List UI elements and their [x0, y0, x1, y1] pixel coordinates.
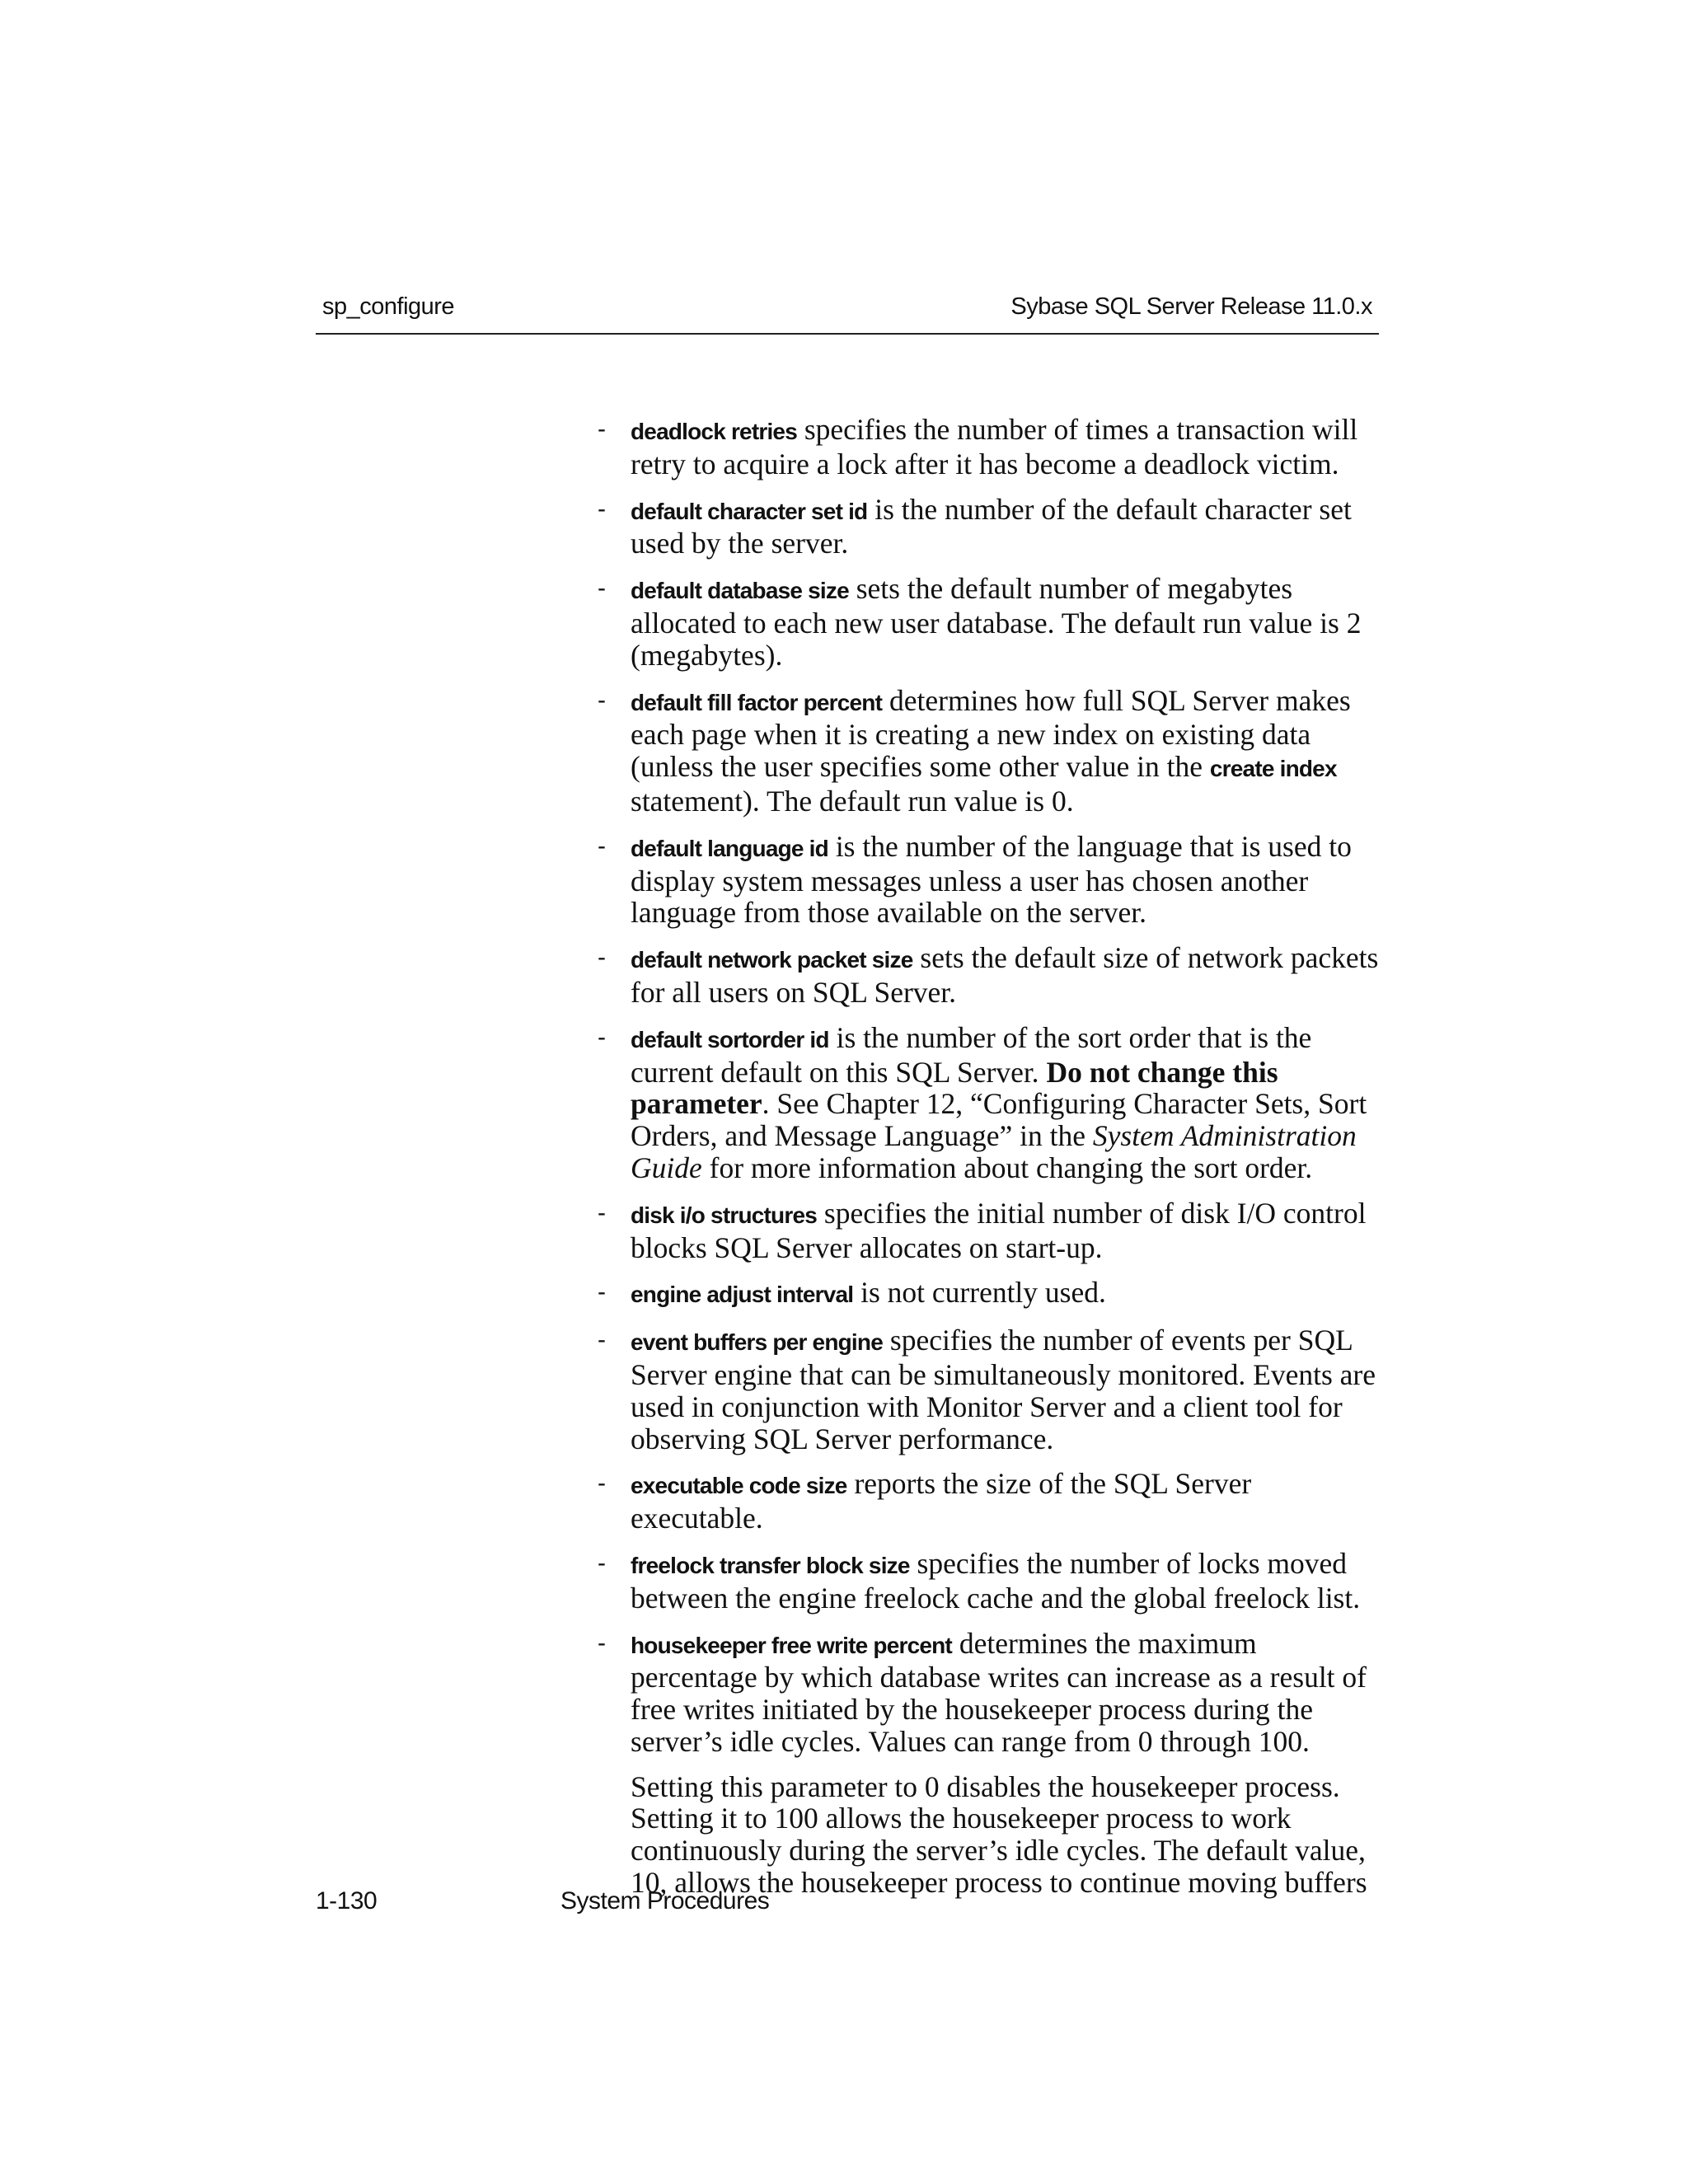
parameter-description: sets the default number of megabytes allocated to each new user database. The default run value is 2 (megabytes).	[631, 572, 1362, 672]
parameter-name: default sortorder id	[631, 1026, 829, 1052]
parameter-description-end: for more information about changing the sort order.	[701, 1151, 1313, 1184]
parameter-description: is the number of the default character set used by the server.	[631, 492, 1352, 560]
parameter-name: executable code size	[631, 1473, 847, 1499]
list-item	[598, 1548, 1385, 1615]
parameter-description-cont: statement). The default run value is 0.	[631, 784, 1074, 818]
footer-title: System Procedures	[560, 1887, 770, 1915]
list-item	[598, 1324, 1385, 1455]
list-item	[598, 1197, 1385, 1264]
list-dash: -	[598, 1629, 606, 1657]
parameter-description: specifies the initial number of disk I/O control blocks SQL Server allocates on start-up.	[631, 1196, 1367, 1264]
list-item	[598, 1628, 1385, 1758]
list-dash: -	[598, 494, 606, 523]
parameter-description: is the number of the sort order that is the current default on this SQL Server.	[631, 1020, 1312, 1089]
parameter-description: is the number of the language that is used to display system messages unless a user has chosen another language from those available on the server.	[631, 829, 1352, 930]
header-section-name: sp_configure	[322, 293, 455, 320]
list-item	[598, 685, 1385, 818]
parameter-name: default fill factor percent	[631, 689, 883, 715]
list-dash: -	[598, 686, 606, 714]
parameter-description-cont: . See Chapter 12, “Configuring Character Sets, Sort Orders, and Message Language” in the	[631, 1087, 1367, 1153]
parameter-name: event buffers per engine	[631, 1329, 883, 1356]
list-dash: -	[598, 1549, 606, 1577]
parameter-name: default network packet size	[631, 947, 913, 973]
page-number: 1-130	[316, 1887, 377, 1915]
list-item	[598, 1022, 1385, 1184]
list-dash: -	[598, 1198, 606, 1226]
inline-code: create index	[1209, 756, 1337, 782]
list-dash: -	[598, 1023, 606, 1051]
page-header	[316, 287, 1379, 335]
parameter-description: sets the default size of network packets for all users on SQL Server.	[631, 941, 1379, 1009]
list-dash: -	[598, 944, 606, 972]
main-content	[598, 414, 1385, 1912]
list-item	[598, 942, 1385, 1009]
list-item	[598, 573, 1385, 671]
parameter-name: freelock transfer block size	[631, 1552, 910, 1578]
parameter-description: reports the size of the SQL Server executable.	[631, 1467, 1252, 1535]
parameter-description: specifies the number of times a transaction will retry to acquire a lock after it has become a deadlock victim.	[631, 413, 1358, 480]
parameter-name: default database size	[631, 578, 849, 604]
list-item	[598, 414, 1385, 480]
list-item	[598, 831, 1385, 929]
parameter-name: default character set id	[631, 498, 868, 524]
list-dash: -	[598, 832, 606, 860]
list-item	[598, 494, 1385, 560]
warning-text: Do not change this parameter	[631, 1055, 1278, 1121]
list-dash: -	[598, 574, 606, 602]
parameter-description: specifies the number of events per SQL Server engine that can be simultaneously monitored. Events are used in conjunction with Monitor Server and a client tool for observing SQL Server performance.	[631, 1324, 1376, 1455]
list-dash: -	[598, 1326, 606, 1354]
parameter-description: determines the maximum percentage by which database writes can increase as a result of free writes initiated by the housekeeper process during the server’s idle cycles. Values can range from 0 through 100.	[631, 1626, 1367, 1758]
list-dash: -	[598, 1278, 606, 1306]
list-dash: -	[598, 1469, 606, 1497]
list-item	[598, 1277, 1385, 1311]
parameter-name: housekeeper free write percent	[631, 1632, 952, 1658]
parameter-description: determines how full SQL Server makes each page when it is creating a new index on existing data (unless the user specifies some other value in the	[631, 683, 1351, 784]
parameter-name: disk i/o structures	[631, 1202, 817, 1228]
continuation-paragraph: Setting this parameter to 0 disables the housekeeper process. Setting it to 100 allows the housekeeper process to work continuously during the server’s idle cycles. The default value, 10, allows the housekeeper process to continue moving buffers	[631, 1769, 1367, 1900]
parameter-name: engine adjust interval	[631, 1282, 854, 1308]
parameter-description: specifies the number of locks moved between the engine freelock cache and the global freelock list.	[631, 1546, 1361, 1615]
list-dash: -	[598, 415, 606, 443]
book-title: System Administration Guide	[631, 1119, 1357, 1184]
parameter-description: is not currently used.	[853, 1276, 1106, 1310]
list-item	[598, 1468, 1385, 1535]
header-release: Sybase SQL Server Release 11.0.x	[1010, 293, 1372, 320]
parameter-name: deadlock retries	[631, 419, 797, 444]
parameter-name: default language id	[631, 835, 828, 861]
